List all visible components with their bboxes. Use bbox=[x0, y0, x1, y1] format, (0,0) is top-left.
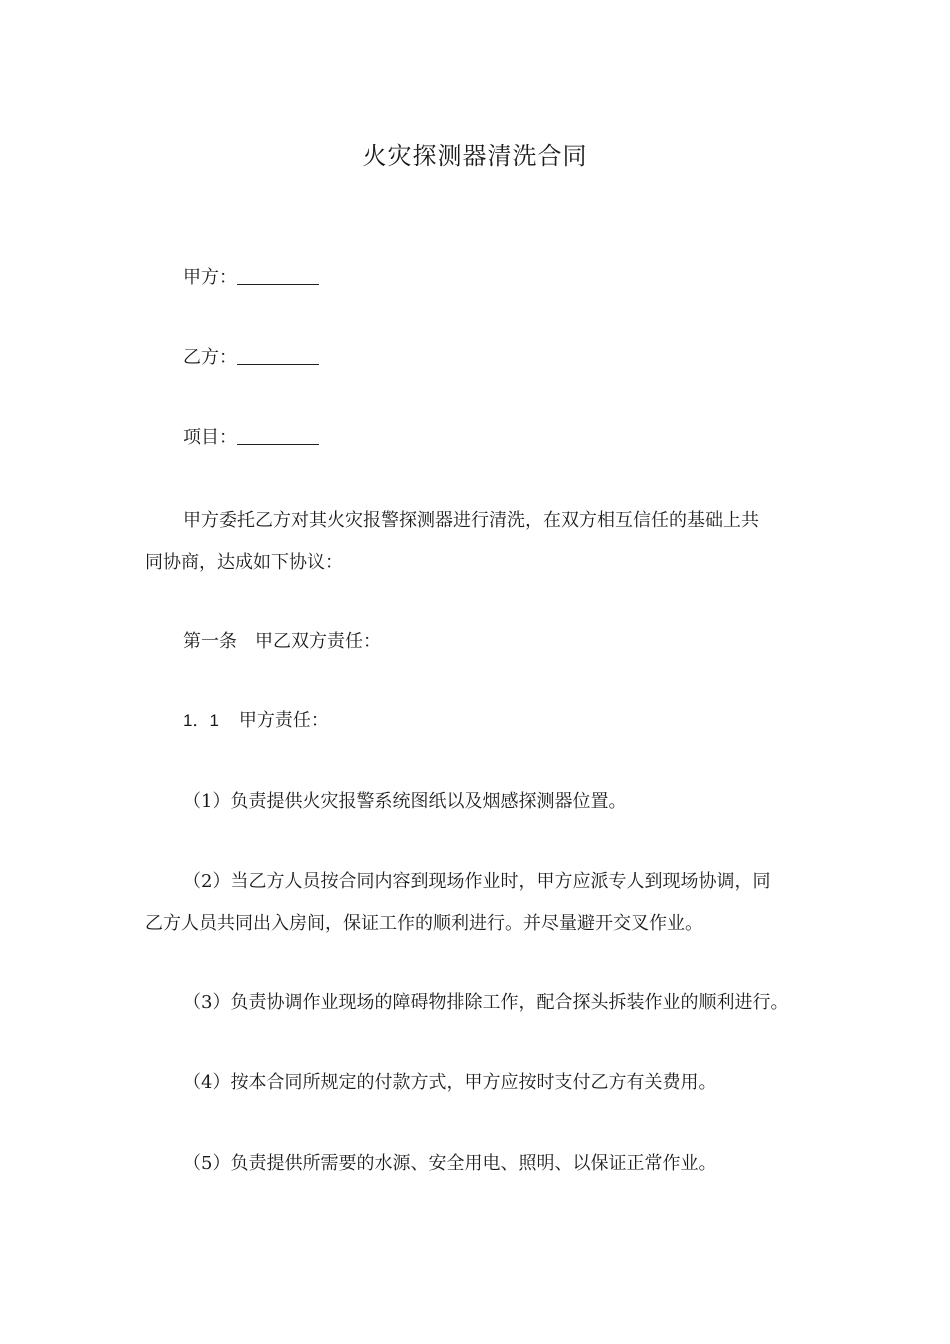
page-title: 火灾探测器清洗合同 bbox=[362, 142, 588, 170]
party-b-label: 乙方： bbox=[183, 347, 237, 368]
list-item bbox=[183, 870, 770, 894]
item-text: 负责提供火灾报警系统图纸以及烟感探测器位置。 bbox=[230, 791, 627, 812]
section-title: 甲方责任： bbox=[238, 710, 329, 731]
article-1-heading: 第一条 甲乙双方责任： bbox=[183, 631, 381, 652]
party-a-label: 甲方： bbox=[183, 267, 237, 288]
item-number: （2） bbox=[183, 871, 231, 892]
list-item bbox=[183, 790, 626, 814]
party-b-line bbox=[183, 346, 319, 370]
item-number: （5） bbox=[183, 1153, 231, 1174]
intro-line-2: 同协商，达成如下协议： bbox=[145, 552, 343, 573]
party-b-blank bbox=[237, 346, 319, 365]
project-blank bbox=[237, 426, 319, 445]
project-line bbox=[183, 426, 319, 450]
item-text: 负责提供所需要的水源、安全用电、照明、以保证正常作业。 bbox=[230, 1153, 717, 1174]
list-item bbox=[183, 991, 788, 1015]
section-number: 1．1 bbox=[183, 711, 219, 730]
party-a-line bbox=[183, 266, 319, 290]
project-label: 项目： bbox=[183, 427, 237, 448]
item-text: 当乙方人员按合同内容到现场作业时，甲方应派专人到现场协调，同 bbox=[230, 871, 771, 892]
item-number: （4） bbox=[183, 1072, 231, 1093]
item-continuation: 乙方人员共同出入房间，保证工作的顺利进行。并尽量避开交叉作业。 bbox=[145, 913, 703, 934]
party-a-blank bbox=[237, 266, 319, 285]
item-text: 负责协调作业现场的障碍物排除工作，配合探头拆装作业的顺利进行。 bbox=[230, 992, 789, 1013]
list-item bbox=[183, 1152, 716, 1176]
intro-line-1: 甲方委托乙方对其火灾报警探测器进行清洗，在双方相互信任的基础上共 bbox=[183, 510, 759, 531]
item-number: （1） bbox=[183, 791, 231, 812]
item-number: （3） bbox=[183, 992, 231, 1013]
list-item bbox=[183, 1071, 716, 1095]
section-1-1-heading bbox=[183, 709, 329, 733]
item-text: 按本合同所规定的付款方式，甲方应按时支付乙方有关费用。 bbox=[230, 1072, 717, 1093]
